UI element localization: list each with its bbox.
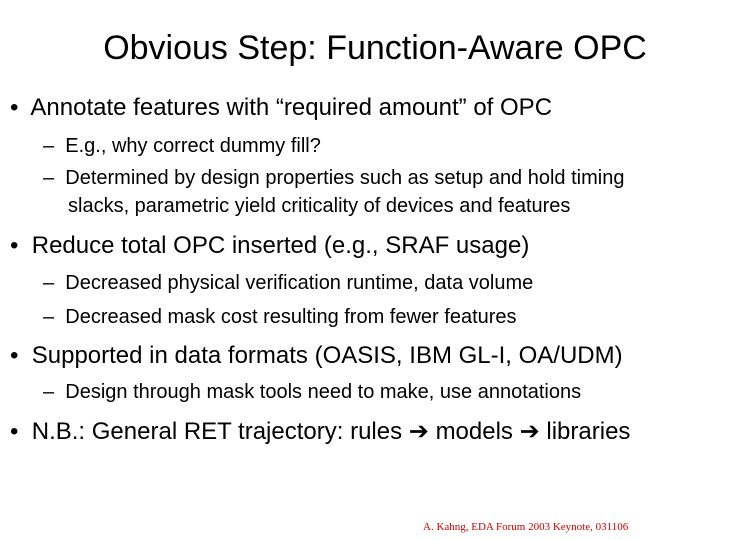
bullet-4 [10, 418, 630, 446]
sub-bullet-1-2 [43, 166, 624, 190]
sub-bullet-1-2-continued: slacks, parametric yield criticality of devices and features [68, 195, 571, 217]
sub-bullet-dash: – [43, 135, 55, 157]
sub-bullet-dash: – [43, 381, 55, 403]
bullet-4-text-rules: N.B.: General RET trajectory: rules [31, 418, 403, 445]
arrow-right-icon: ➔ [408, 418, 429, 445]
bullet-dot: • [10, 232, 19, 259]
bullet-3 [10, 342, 623, 370]
bullet-dot: • [10, 418, 19, 445]
bullet-1 [10, 94, 552, 122]
bullet-1-text: Annotate features with “required amount” of OPC [30, 94, 553, 121]
bullet-3-text: Supported in data formats (OASIS, IBM GL-I, OA/UDM) [31, 342, 623, 369]
sub-bullet-1-2-text: Determined by design properties such as setup and hold timing [65, 167, 625, 189]
sub-bullet-dash: – [43, 167, 55, 189]
sub-bullet-2-2 [43, 305, 517, 329]
footer-citation: A. Kahng, EDA Forum 2003 Keynote, 031106 [423, 521, 629, 533]
sub-bullet-dash: – [43, 306, 55, 328]
bullet-dot: • [10, 94, 19, 121]
sub-bullet-2-1-text: Decreased physical verification runtime, data volume [65, 272, 534, 294]
bullet-2 [10, 232, 529, 260]
sub-bullet-1-1-text: E.g., why correct dummy fill? [65, 135, 321, 157]
sub-bullet-2-2-text: Decreased mask cost resulting from fewer features [65, 306, 517, 328]
sub-bullet-2-1 [43, 271, 533, 295]
sub-bullet-dash: – [43, 272, 55, 294]
sub-bullet-3-1 [43, 380, 581, 404]
slide-title: Obvious Step: Function-Aware OPC [103, 29, 647, 67]
bullet-4-text-models: models [435, 418, 513, 445]
bullet-2-text: Reduce total OPC inserted (e.g., SRAF usage) [31, 232, 530, 259]
arrow-right-icon: ➔ [519, 418, 540, 445]
bullet-dot: • [10, 342, 19, 369]
bullet-4-text-libraries: libraries [546, 418, 631, 445]
sub-bullet-1-1 [43, 134, 321, 158]
sub-bullet-3-1-text: Design through mask tools need to make, use annotations [65, 381, 582, 403]
